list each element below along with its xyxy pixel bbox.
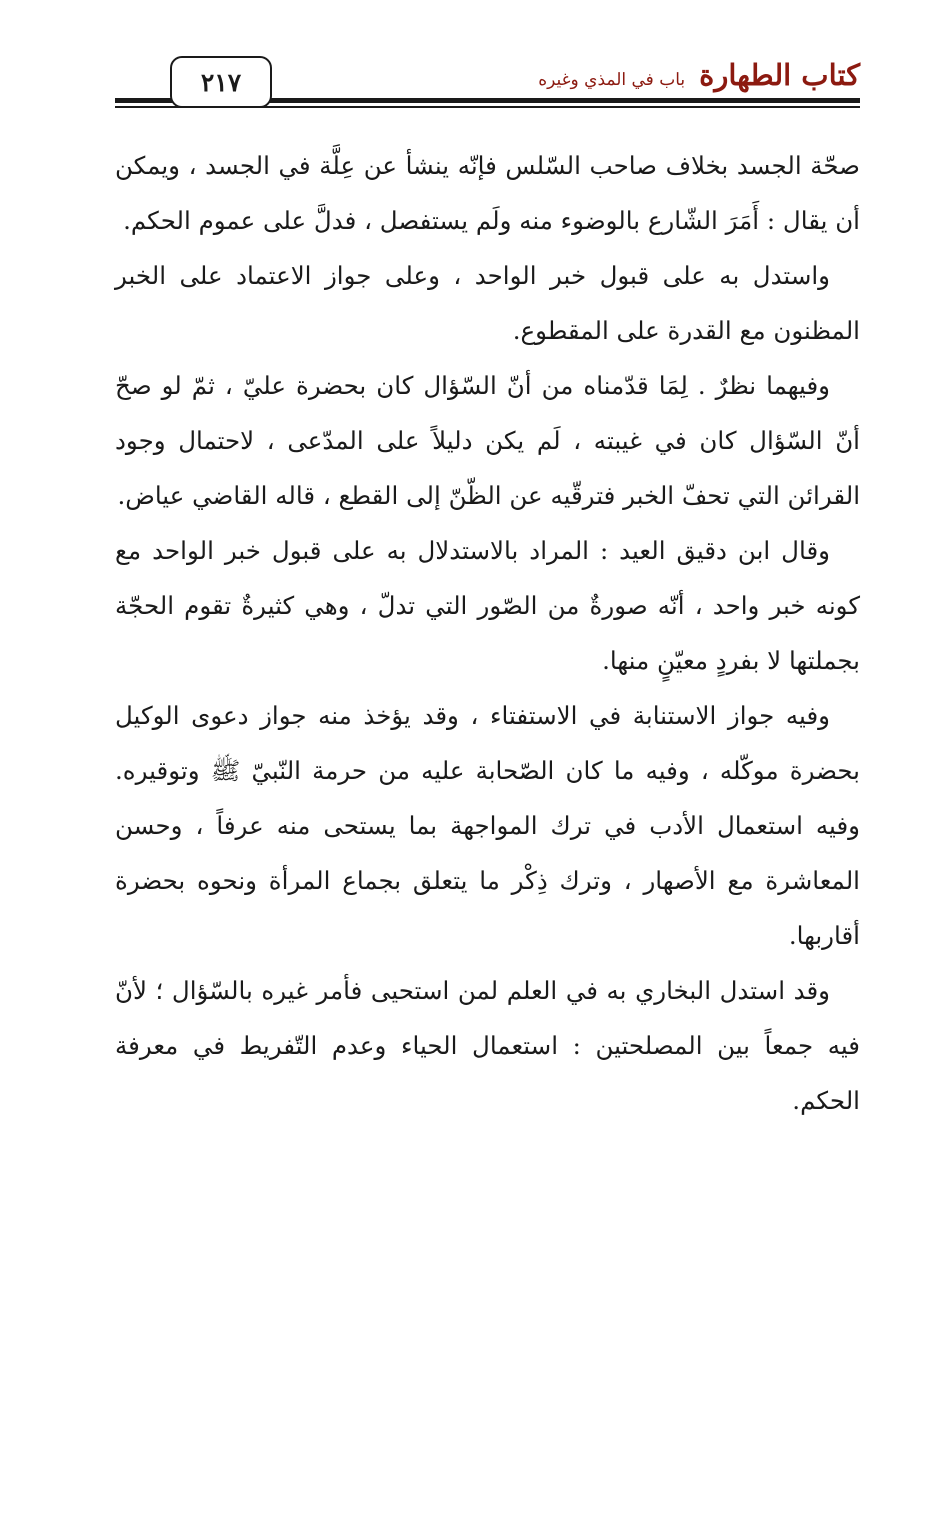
paragraph: وفيهما نظرٌ . لِمَا قدّمناه من أنّ السّؤال كان بحضرة عليّ ، ثمّ لو صحّ أنّ السّؤال كان في غيبته ، لَم يكن دليلاً على المدّعى ، لاحتمال وجود القرائن التي تحفّ الخبر فترقّيه عن الظّنّ إلى القطع ، قاله القاضي عياض. [115,371,860,510]
page-header [115,52,860,110]
chapter-title: باب في المذي وغيره [538,70,686,90]
running-title [538,58,860,92]
paragraph: صحّة الجسد بخلاف صاحب السّلس فإنّه ينشأ عن عِلَّة في الجسد ، ويمكن أن يقال : أَمَرَ الشّارع بالوضوء منه ولَم يستفصل ، فدلَّ على عموم الحكم. [115,151,860,235]
paragraph: وقد استدل البخاري به في العلم لمن استحيى فأمر غيره بالسّؤال ؛ لأنّ فيه جمعاً بين المصلحتين : استعمال الحياء وعدم التّفريط في معرفة الحكم. [115,976,860,1115]
paragraph: وفيه جواز الاستنابة في الاستفتاء ، وقد يؤخذ منه جواز دعوى الوكيل بحضرة موكّله ، وفيه ما كان الصّحابة عليه من حرمة النّبيّ ﷺ وتوقيره. وفيه استعمال الأدب في ترك المواجهة بما يستحى منه عرفاً ، وحسن المعاشرة مع الأصهار ، وترك ذِكْر ما يتعلق بجماع المرأة ونحوه بحضرة أقاربها. [115,701,860,950]
paragraph: وقال ابن دقيق العيد : المراد بالاستدلال به على قبول خبر الواحد مع كونه خبر واحد ، أنّه صورةٌ من الصّور التي تدلّ ، وهي كثيرةٌ تقوم الحجّة بجملتها لا بفردٍ معيّنٍ منها. [115,536,860,675]
book-title: كتاب الطهارة [699,58,860,92]
paragraph: واستدل به على قبول خبر الواحد ، وعلى جواز الاعتماد على الخبر المظنون مع القدرة على المقطوع. [115,261,860,345]
page-number: ٢١٧ [170,56,272,108]
page-body [115,138,860,1128]
